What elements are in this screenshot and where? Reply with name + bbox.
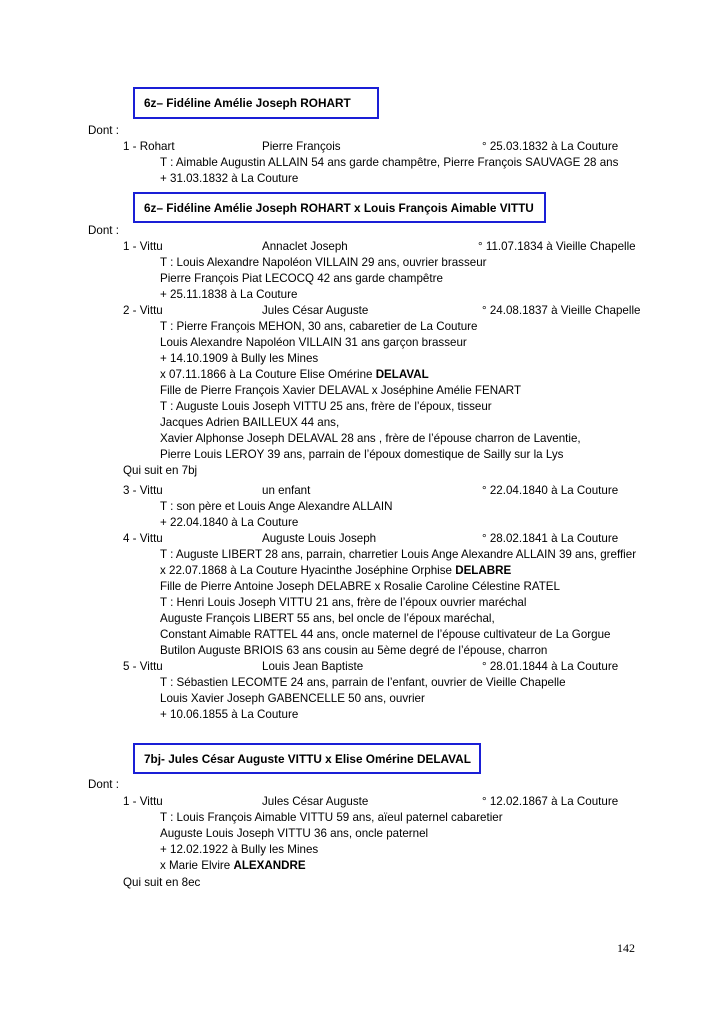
entry-line: + 12.02.1922 à Bully les Mines [160,843,319,856]
entry-line: Auguste François LIBERT 55 ans, bel oncle de l’époux maréchal, [160,612,495,625]
entry-line: T : Louis François Aimable VITTU 59 ans, aïeul paternel cabaretier [160,811,503,824]
marriage-line [160,859,306,873]
entry-date: ° 11.07.1834 à Vieille Chapelle [478,240,636,253]
entry-line: + 31.03.1832 à La Couture [160,172,299,185]
heading-box-6z [133,87,379,119]
entry-line: Auguste Louis Joseph VITTU 36 ans, oncle paternel [160,827,429,840]
heading-6z-vittu: 6z– Fidéline Amélie Joseph ROHART x Louis François Aimable VITTU [144,201,534,215]
entry-name: Louis Jean Baptiste [262,660,364,673]
marriage-text: x 07.11.1866 à La Couture Elise Omérine [160,368,376,381]
entry-date: ° 24.08.1837 à Vieille Chapelle [482,304,641,317]
entry-line: T : Henri Louis Joseph VITTU 21 ans, frère de l’époux ouvrier maréchal [160,596,527,609]
entry-num: 1 - Vittu [123,795,163,808]
marriage-line [160,564,511,578]
entry-line: Pierre Louis LEROY 39 ans, parrain de l’époux domestique de Sailly sur la Lys [160,448,564,461]
entry-name: un enfant [262,484,311,497]
entry-date: ° 12.02.1867 à La Couture [482,795,619,808]
continuation-note: Qui suit en 7bj [123,464,198,477]
marriage-line [160,368,429,382]
dont-label: Dont : [88,224,119,237]
entry-num: 1 - Rohart [123,140,175,153]
entry-name: Pierre François [262,140,341,153]
heading-box-6z-vittu [133,192,546,223]
entry-line: Louis Alexandre Napoléon VILLAIN 31 ans garçon brasseur [160,336,467,349]
page-number: 142 [617,941,635,955]
heading-7bj: 7bj- Jules César Auguste VITTU x Elise Omérine DELAVAL [144,752,471,766]
entry-num: 5 - Vittu [123,660,163,673]
marriage-text: x Marie Elvire [160,859,234,872]
entry-line: T : Auguste LIBERT 28 ans, parrain, charretier Louis Ange Alexandre ALLAIN 39 ans, greffier [160,548,637,561]
entry-date: ° 22.04.1840 à La Couture [482,484,619,497]
entry-line: Pierre François Piat LECOCQ 42 ans garde champêtre [160,272,443,285]
entry-line: Fille de Pierre François Xavier DELAVAL x Joséphine Amélie FENART [160,384,522,397]
spouse-surname: DELAVAL [375,368,429,381]
entry-name: Annaclet Joseph [262,240,348,253]
heading-box-7bj [133,743,481,774]
entry-line: Butilon Auguste BRIOIS 63 ans cousin au 5ème degré de l’épouse, charron [160,644,548,657]
entry-name: Jules César Auguste [262,304,369,317]
entry-line: T : son père et Louis Ange Alexandre ALLAIN [160,500,393,513]
entry-date: ° 28.02.1841 à La Couture [482,532,619,545]
entry-line: T : Auguste Louis Joseph VITTU 25 ans, frère de l’époux, tisseur [160,400,492,413]
entry-num: 3 - Vittu [123,484,163,497]
heading-6z: 6z– Fidéline Amélie Joseph ROHART [144,96,351,110]
marriage-text: x 22.07.1868 à La Couture Hyacinthe Joséphine Orphise [160,564,456,577]
entry-name: Jules César Auguste [262,795,369,808]
entry-line: Constant Aimable RATTEL 44 ans, oncle maternel de l’épouse cultivateur de La Gorgue [160,628,611,641]
entry-num: 2 - Vittu [123,304,163,317]
entry-line: + 22.04.1840 à La Couture [160,516,299,529]
entry-line: Xavier Alphonse Joseph DELAVAL 28 ans , frère de l’épouse charron de Laventie, [160,432,581,445]
entry-date: ° 28.01.1844 à La Couture [482,660,619,673]
entry-line: T : Pierre François MEHON, 30 ans, cabaretier de La Couture [160,320,478,333]
entry-num: 1 - Vittu [123,240,163,253]
continuation-note: Qui suit en 8ec [123,876,201,889]
entry-num: 4 - Vittu [123,532,163,545]
entry-line: T : Aimable Augustin ALLAIN 54 ans garde champêtre, Pierre François SAUVAGE 28 ans [160,156,619,169]
dont-label: Dont : [88,778,119,791]
spouse-surname: DELABRE [455,564,512,577]
entry-line: T : Sébastien LECOMTE 24 ans, parrain de l’enfant, ouvrier de Vieille Chapelle [160,676,566,689]
entry-date: ° 25.03.1832 à La Couture [482,140,619,153]
entry-line: Louis Xavier Joseph GABENCELLE 50 ans, ouvrier [160,692,425,705]
dont-label: Dont : [88,124,119,137]
entry-line: + 10.06.1855 à La Couture [160,708,299,721]
entry-line: + 14.10.1909 à Bully les Mines [160,352,319,365]
spouse-surname: ALEXANDRE [233,859,306,872]
entry-line: T : Louis Alexandre Napoléon VILLAIN 29 ans, ouvrier brasseur [160,256,487,269]
entry-line: Jacques Adrien BAILLEUX 44 ans, [160,416,340,429]
entry-name: Auguste Louis Joseph [262,532,377,545]
entry-line: Fille de Pierre Antoine Joseph DELABRE x Rosalie Caroline Célestine RATEL [160,580,560,593]
entry-line: + 25.11.1838 à La Couture [160,288,298,301]
